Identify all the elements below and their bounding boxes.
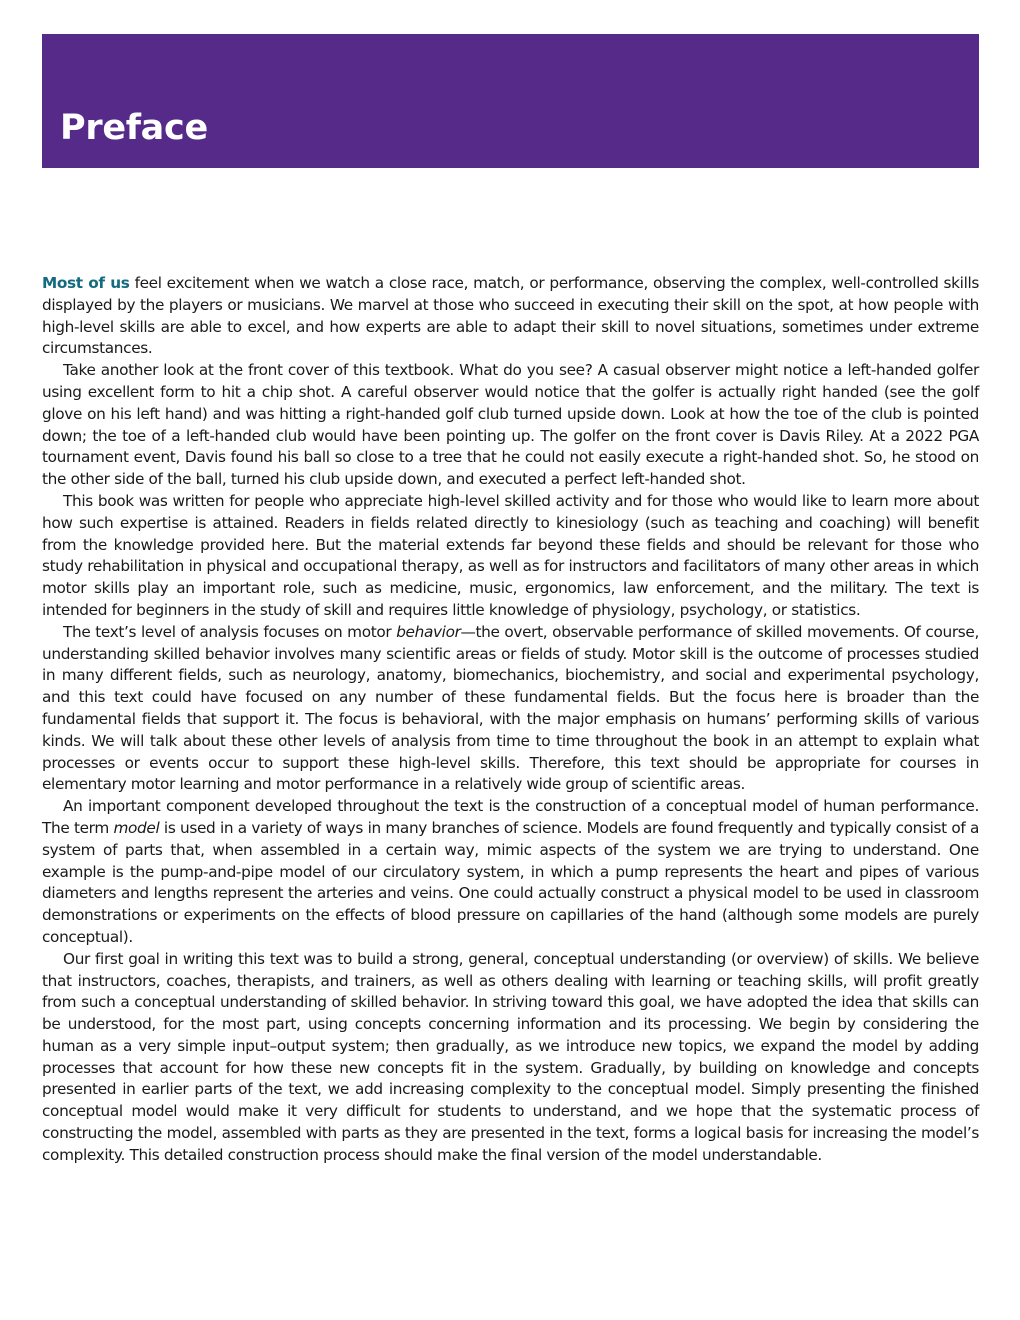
paragraph-5-text-start: An important component developed throughout the text is the construction of a conceptual model of human performance. The term [42, 797, 979, 837]
preface-body [42, 273, 979, 1167]
italic-term-behavior: behavior [396, 622, 461, 641]
lead-in-text: Most of us [42, 274, 130, 292]
paragraph-4 [42, 622, 979, 796]
chapter-header-banner [42, 34, 979, 168]
chapter-title: Preface [60, 108, 208, 148]
paragraph-6: Our first goal in writing this text was to build a strong, general, conceptual understanding (or overview) of skills. We believe that instructors, coaches, therapists, and trainers, as well as others dealing with learning or teaching skills, will profit greatly from such a conceptual understanding of skilled behavior. In striving toward this goal, we have adopted the idea that skills can be understood, for the most part, using concepts concerning information and its processing. We begin by considering the human as a very simple input–output system; then gradually, as we introduce new topics, we expand the model by adding processes that account for how these new concepts fit in the system. Gradually, by building on knowledge and concepts presented in earlier parts of the text, we add increasing complexity to the conceptual model. Simply presenting the finished conceptual model would make it very difficult for students to understand, and we hope that the systematic process of constructing the model, assembled with parts as they are presented in the text, forms a logical basis for increasing the model’s complexity. This detailed construction process should make the final version of the model understandable. [42, 949, 979, 1164]
italic-term-model: model [113, 818, 160, 837]
paragraph-3: This book was written for people who appreciate high-level skilled activity and for those who would like to learn more about how such expertise is attained. Readers in fields related directly to kinesiology (such as teaching and coaching) will benefit from the knowledge provided here. But the material extends far beyond these fields and should be relevant for those who study rehabilitation in physical and occupational therapy, as well as for instructors and facilitators of many other areas in which motor skills play an important role, such as medicine, music, ergonomics, law enforcement, and the military. The text is intended for beginners in the study of skill and requires little knowledge of physiology, psychology, or statistics. [42, 491, 979, 619]
paragraph-2: Take another look at the front cover of this textbook. What do you see? A casual observer might notice a left-handed golfer using excellent form to hit a chip shot. A careful observer would notice that the golfer is actually right handed (see the golf glove on his left hand) and was hitting a right-handed golf club turned upside down. Look at how the toe of the club is pointed down; the toe of a left-handed club would have been pointing up. The golfer on the front cover is Davis Riley. At a 2022 PGA tournament event, Davis found his ball so close to a tree that he could not easily execute a right-handed shot. So, he stood on the other side of the ball, turned his club upside down, and executed a perfect left-handed shot. [42, 361, 979, 489]
paragraph-1-text: feel excitement when we watch a close race, match, or performance, observing the complex, well-controlled skills displayed by the players or musicians. We marvel at those who succeed in executing their skill on the spot, at how people with high-level skills are able to excel, and how experts are able to adapt their skill to novel situations, sometimes under extreme circumstances. [42, 274, 979, 358]
paragraph-4-text-end: —the overt, observable performance of skilled movements. Of course, understanding skilled behavior involves many scientific areas or fields of study. Motor skill is the outcome of processes studied in many different fields, such as neurology, anatomy, biomechanics, biochemistry, and social and experimental psychology, and this text could have focused on any number of these fundamental fields. But the focus here is broader than the fundamental fields that support it. The focus is behavioral, with the major emphasis on humans’ performing skills of various kinds. We will talk about these other levels of analysis from time to time throughout the book in an attempt to explain what processes or events occur to support these high-level skills. Therefore, this text should be appropriate for courses in elementary motor learning and motor performance in a relatively wide group of scientific areas. [42, 622, 979, 794]
paragraph-5-text-end: is used in a variety of ways in many branches of science. Models are found frequently and typically consist of a system of parts that, when assembled in a certain way, mimic aspects of the system we are trying to understand. One example is the pump-and-pipe model of our circulatory system, in which a pump represents the heart and pipes of various diameters and lengths represent the arteries and veins. One could actually construct a physical model to be used in classroom demonstrations or experiments on the effects of blood pressure on capillaries of the hand (although some models are purely conceptual). [42, 818, 980, 946]
paragraph-4-text-start: The text’s level of analysis focuses on motor [63, 622, 397, 641]
paragraph-5 [42, 796, 979, 949]
paragraph-1 [42, 273, 979, 360]
